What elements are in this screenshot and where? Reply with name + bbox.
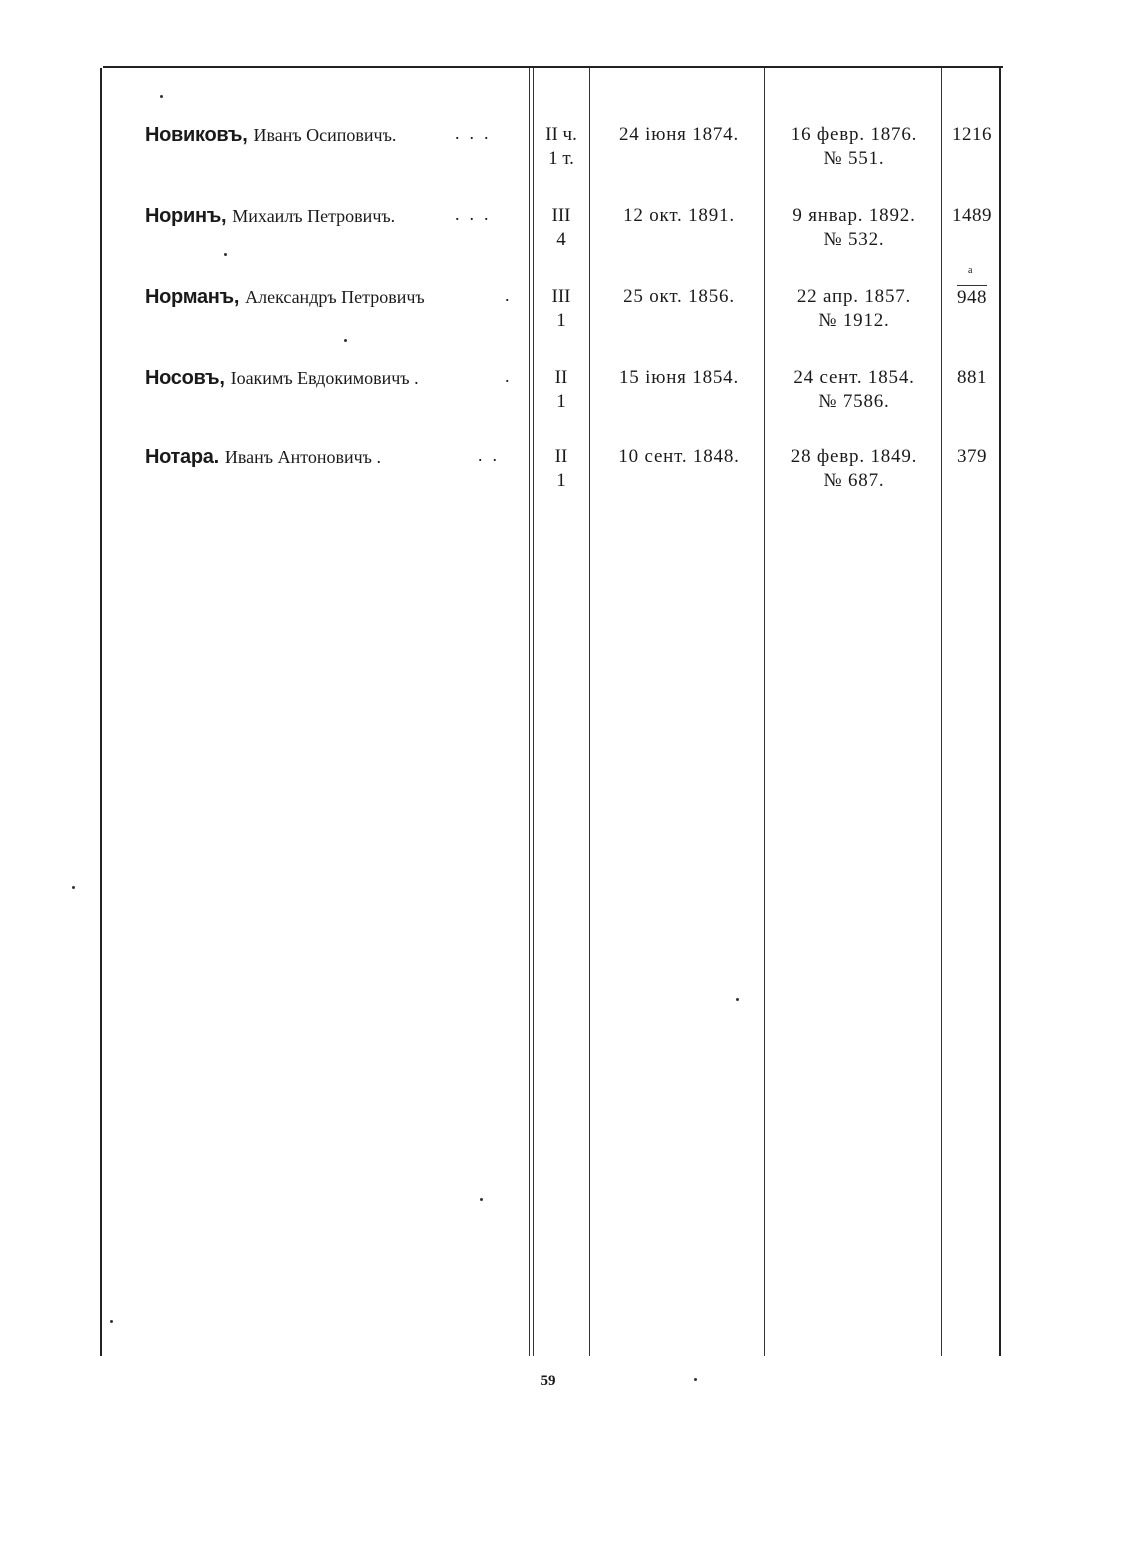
decree-cell: [768, 366, 940, 414]
page-number: 59: [540, 1373, 556, 1389]
table-row: [0, 204, 1140, 264]
decree-cell: [768, 123, 940, 171]
table-row: [0, 265, 1140, 345]
issue-date-cell: 12 окт. 1891.: [623, 205, 735, 226]
part-line: II: [554, 446, 568, 467]
decree-number: № 532.: [823, 229, 885, 250]
name-cell: [145, 123, 396, 148]
record-number: 881: [957, 367, 987, 388]
name-cell: [145, 204, 395, 229]
record-number: 1216: [952, 124, 992, 145]
scan-speck: [224, 253, 227, 256]
part-line: 1: [556, 310, 566, 331]
part-line: II: [554, 367, 568, 388]
decree-cell: [768, 204, 940, 252]
scan-speck: [110, 1320, 113, 1323]
decree-date: 16 февр. 1876.: [790, 124, 918, 145]
number-cell: [943, 445, 1001, 469]
scan-speck: [480, 1198, 483, 1201]
part-line: III: [551, 205, 571, 226]
table-row: [0, 366, 1140, 426]
given-name: Александръ Петровичъ: [245, 287, 425, 307]
number-superscript: а: [968, 265, 973, 276]
scan-speck: [72, 886, 75, 889]
scan-speck: [736, 998, 739, 1001]
scan-speck: [694, 1378, 697, 1381]
table-top-rule: [103, 66, 1003, 68]
decree-date: 9 январ. 1892.: [792, 205, 916, 226]
table-row: [0, 123, 1140, 183]
part-line: 1: [556, 470, 566, 491]
scan-speck: [344, 339, 347, 342]
surname: Норинъ,: [145, 205, 227, 227]
dot-leader: ...: [455, 204, 499, 224]
issue-date-cell: 10 сент. 1848.: [618, 446, 740, 467]
part-line: II ч.: [545, 124, 577, 145]
part-line: III: [551, 286, 571, 307]
decree-cell: [768, 445, 940, 493]
record-number: 1489: [952, 205, 992, 226]
surname: Норманъ,: [145, 286, 240, 308]
name-cell: [145, 366, 419, 391]
decree-number: № 687.: [823, 470, 885, 491]
decree-date: 24 сент. 1854.: [793, 367, 915, 388]
given-name: Михаилъ Петровичъ.: [232, 206, 396, 226]
table-row: [0, 445, 1140, 505]
dot-leader: ..: [478, 445, 507, 465]
decree-date: 28 февр. 1849.: [790, 446, 918, 467]
issue-date-cell: 24 іюня 1874.: [618, 124, 740, 145]
part-line: 4: [556, 229, 566, 250]
decree-number: № 551.: [823, 148, 885, 169]
part-cell: [534, 366, 588, 414]
part-line: 1 т.: [548, 148, 574, 169]
number-cell: [943, 123, 1001, 147]
decree-number: № 1912.: [818, 310, 890, 331]
record-number: 379: [957, 446, 987, 467]
record-number: 948: [957, 287, 987, 308]
dot-leader: ...: [455, 123, 499, 143]
number-cell: [943, 366, 1001, 390]
number-cell: [943, 265, 1001, 310]
scan-speck: [160, 95, 163, 98]
part-line: 1: [556, 391, 566, 412]
dot-leader: .: [505, 285, 520, 305]
part-cell: [534, 123, 588, 171]
issue-date-cell: 15 іюня 1854.: [618, 367, 740, 388]
surname: Нотара.: [145, 446, 219, 468]
decree-cell: [768, 285, 940, 333]
decree-number: № 7586.: [818, 391, 890, 412]
decree-date: 22 апр. 1857.: [796, 286, 912, 307]
given-name: Иванъ Осиповичъ.: [253, 125, 397, 145]
name-cell: [145, 285, 425, 310]
issue-date-cell: 25 окт. 1856.: [623, 286, 735, 307]
number-cell: [943, 204, 1001, 228]
surname: Новиковъ,: [145, 124, 248, 146]
surname: Носовъ,: [145, 367, 225, 389]
part-cell: [534, 285, 588, 333]
part-cell: [534, 445, 588, 493]
given-name: Іоакимъ Евдокимовичъ .: [230, 368, 419, 388]
part-cell: [534, 204, 588, 252]
given-name: Иванъ Антоновичъ .: [224, 447, 381, 467]
dot-leader: .: [505, 366, 520, 386]
name-cell: [145, 445, 381, 470]
